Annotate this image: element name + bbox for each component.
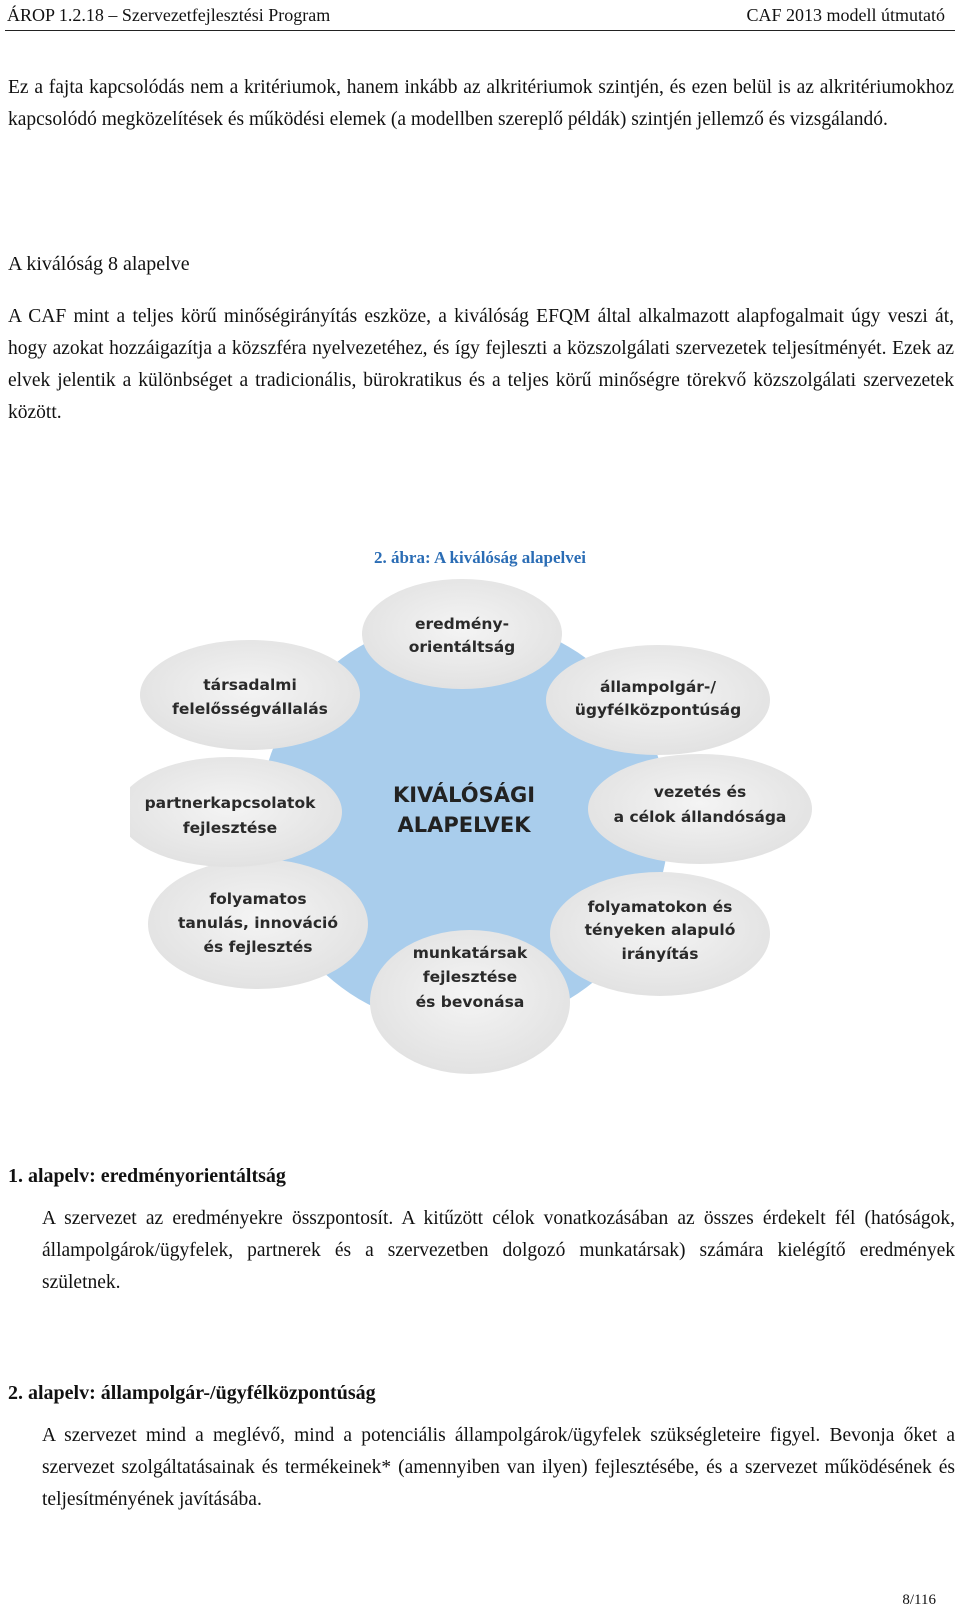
diagram-node-citizen-focus <box>546 645 770 755</box>
header-document-title: CAF 2013 modell útmutató <box>746 5 945 25</box>
principle-1-text: A szervezet az eredményekre összpontosít. A kitűzött célok vonatkozásában az összes érdekelt fél (hatóságok, állampolgárok/ügyfelek, partnerek és a szervezetben dolgozó munkatársak) számára kielégítő eredmények születnek. <box>42 1208 955 1293</box>
node-label-line1: folyamatos <box>209 890 307 908</box>
figure-caption: 2. ábra: A kiválóság alapelvei <box>373 548 587 567</box>
diagram-node-people-development <box>370 930 570 1074</box>
diagram-center-label-line1: KIVÁLÓSÁGI <box>392 783 536 807</box>
node-label-line2: tényeken alapuló <box>584 921 736 939</box>
caf-paragraph: A CAF mint a teljes körű minőségirányítás eszköze, a kiválóság EFQM által alkalmazott alapfogalmait úgy veszi át, hogy azokat hozzáigazítja a közszféra nyelvezetéhez, és így fejleszti a közszolgálati szervezetek teljesítményét. Ezek az elvek jelentik a különbséget a tradicionális, bürokratikus és a teljes körű minőségre törekvő közszolgálati szervezetek között. <box>8 306 954 423</box>
node-label-line1: állampolgár-/ <box>599 678 717 696</box>
principle-2-heading: 2. alapelv: állampolgár-/ügyfélközpontúság <box>8 1382 376 1404</box>
principle-2-text: A szervezet mind a meglévő, mind a potenciális állampolgárok/ügyfelek szükségleteire figyel. Bevonja őket a szervezet szolgáltatásainak és termékeinek* (amennyiben van ilyen) fejlesztésébe, és a szervezet működésének és teljesítményének javításába. <box>42 1425 955 1510</box>
node-label-line1: vezetés és <box>653 783 747 801</box>
excellence-principles-diagram <box>130 572 830 1082</box>
page-number: 8/116 <box>902 1592 936 1608</box>
principles-heading: A kiválóság 8 alapelve <box>8 253 190 275</box>
node-label-line2: felelősségvállalás <box>172 700 328 718</box>
node-label-line2: a célok állandósága <box>613 808 787 826</box>
intro-paragraph: Ez a fajta kapcsolódás nem a kritériumok, hanem inkább az alkritériumok szintjén, és ezen belül is az alkritériumokhoz kapcsolódó megközelítések és működési elemek (a modellben szereplő példák) szintjén jellemző és vizsgálandó. <box>8 77 954 130</box>
diagram-node-process-management <box>550 872 770 996</box>
node-label-line2: ügyfélközpontúság <box>574 701 742 719</box>
diagram-node-continuous-learning <box>148 859 368 989</box>
diagram-center-label-line2: ALAPELVEK <box>397 813 531 837</box>
page-header <box>0 0 960 30</box>
header-program-title: ÁROP 1.2.18 – Szervezetfejlesztési Program <box>7 5 331 25</box>
diagram-node-social-responsibility <box>140 640 360 750</box>
diagram-node-results-orientation <box>362 579 562 689</box>
node-label-line1: eredmény- <box>415 615 509 633</box>
node-label-line2: orientáltság <box>408 638 516 656</box>
diagram-node-leadership <box>588 754 812 864</box>
node-label-line2: fejlesztése <box>182 819 278 837</box>
node-label-line1: folyamatokon és <box>587 898 733 916</box>
header-divider <box>5 30 955 31</box>
node-label-line3: és fejlesztés <box>203 938 313 956</box>
node-label-line2: fejlesztése <box>422 968 518 986</box>
node-label-line3: és bevonása <box>415 993 525 1011</box>
node-label-line1: munkatársak <box>412 944 528 962</box>
principle-1-heading: 1. alapelv: eredményorientáltság <box>8 1165 286 1187</box>
node-label-line1: partnerkapcsolatok <box>144 794 316 812</box>
node-label-line1: társadalmi <box>203 676 297 694</box>
diagram-canvas <box>130 572 830 1082</box>
node-label-line2: tanulás, innováció <box>178 914 338 932</box>
node-label-line3: irányítás <box>621 945 699 963</box>
